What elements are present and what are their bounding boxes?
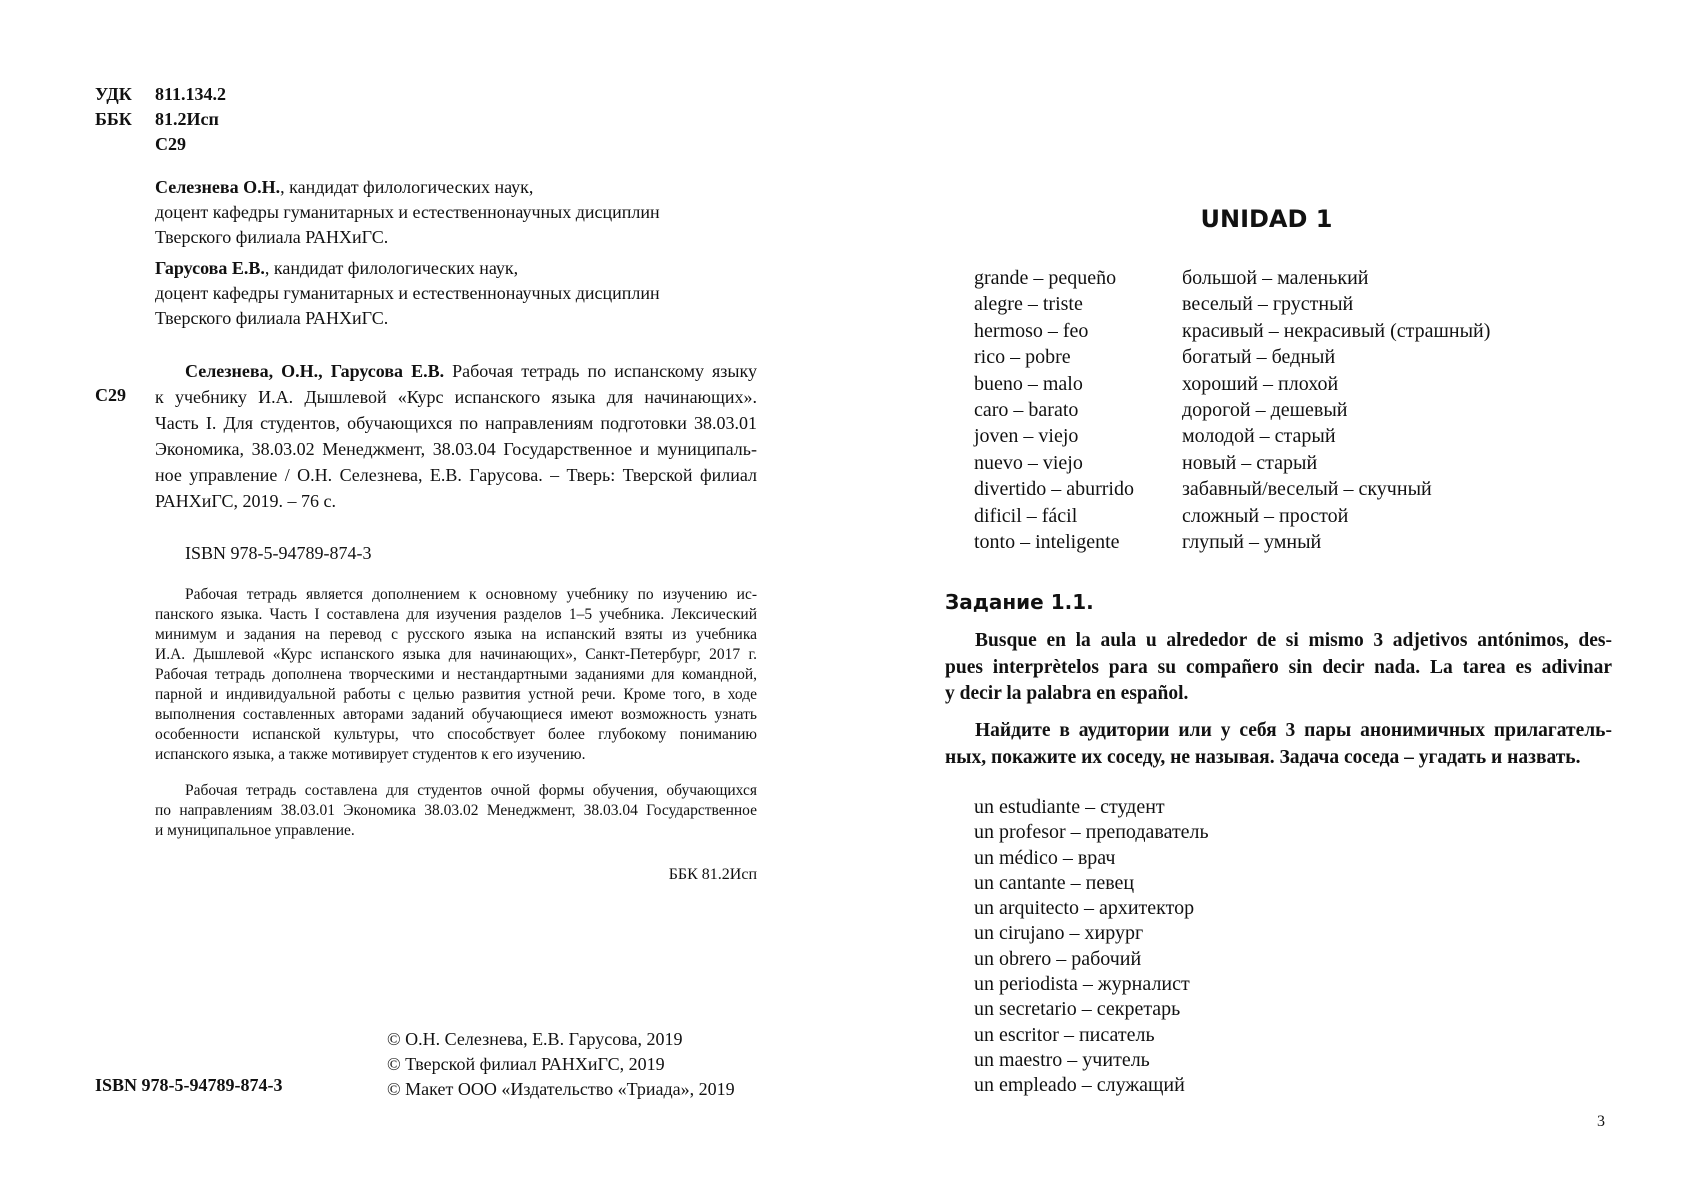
reviewer-2 [155,256,755,331]
annotation-line: панского языка. Часть I составлена для изучения разделов 1–5 учебника. Лексический [155,606,757,623]
bib-line: Часть I. Для студентов, обучающихся по направлениям подготовки 38.03.01 [155,413,757,433]
vocab-russian: молодой – старый [1182,425,1336,448]
annotation-line: по направлениям 38.03.01 Экономика 38.03.02 Менеджмент, 38.03.04 Государственное [155,802,757,819]
task-title: Задание 1.1. [945,590,1094,614]
bibliographic-record [155,358,757,514]
bbk-value: 81.2Исп [155,109,219,129]
annotation-paragraph-1 [155,585,757,765]
copyright-line: © Тверской филиал РАНХиГС, 2019 [387,1054,665,1074]
vocab-spanish: nuevo – viejo [974,451,1083,474]
vocab-russian: глупый – умный [1182,531,1322,554]
vocab-row [974,344,1490,370]
vocab-russian: новый – старый [1182,451,1318,474]
task-instruction-spanish [945,628,1612,708]
vocab-spanish: dificil – fácil [974,504,1078,527]
udk-value: 811.134.2 [155,84,227,104]
annotation-line: особенности испанской культуры, что способствует более глубокому пониманию [155,726,757,743]
udk-row [95,82,226,107]
reviewer-position: доцент кафедры гуманитарных и естественнонаучных дисциплин [155,283,660,303]
vocab-russian: красивый – некрасивый (страшный) [1182,319,1491,342]
vocab-row [974,318,1490,344]
task-line: ных, покажите их соседу, не называя. Задача соседа – угадать и назвать. [945,746,1581,768]
vocab-spanish: grande – pequeño [974,267,1117,289]
vocab-russian: большой – маленький [1182,267,1369,289]
reviewers [155,175,755,337]
noun-item: un arquitecto – архитектор [974,897,1195,920]
noun-item: un periodista – журналист [974,973,1190,996]
noun-item: un estudiante – студент [974,796,1165,818]
reviewer-affiliation: Тверского филиала РАНХиГС. [155,308,389,328]
isbn-record: ISBN 978-5-94789-874-3 [185,543,372,563]
author-mark-row [95,132,226,157]
reviewer-position: доцент кафедры гуманитарных и естественнонаучных дисциплин [155,202,660,222]
annotation [155,585,757,841]
right-page [844,0,1689,1199]
vocab-spanish: alegre – triste [974,293,1083,316]
noun-item: un cirujano – хирург [974,922,1144,945]
vocab-spanish: bueno – malo [974,372,1083,395]
reviewer-name: Гарусова Е.В. [155,258,265,278]
noun-item: un médico – врач [974,846,1116,869]
bib-title: Рабочая тетрадь по испанскому языку [444,361,757,381]
vocab-row [974,265,1490,291]
noun-item: un secretario – секретарь [974,998,1181,1021]
annotation-line: Рабочая тетрадь дополнена творческими и нестандартными заданиями для командной, [155,666,757,683]
author-mark-label [95,132,155,157]
task-line: y decir la palabra en español. [945,683,1189,704]
noun-item: un profesor – преподаватель [974,821,1209,844]
left-page [0,0,844,1199]
noun-item: un empleado – служащий [974,1074,1185,1097]
vocab-spanish: rico – pobre [974,346,1071,369]
reviewer-degree: , кандидат филологических наук, [280,177,534,197]
reviewer-1 [155,175,755,250]
bib-authors: Селезнева, О.Н., Гарусова Е.В. [185,361,445,381]
annotation-line: выполнения составленных авторами заданий обучающиеся имеют возможность узнать [155,706,757,723]
copyright-line: © О.Н. Селезнева, Е.В. Гарусова, 2019 [387,1029,683,1049]
vocab-row [974,423,1490,449]
vocab-russian: забавный/веселый – скучный [1182,478,1432,501]
annotation-line: минимум и задания на перевод с русского языка на испанский взяты из учебника [155,626,757,643]
annotation-line: парной и индивидуальной работы с целью развития устной речи. Кроме того, в ходе [155,686,757,703]
vocab-russian: богатый – бедный [1182,346,1336,369]
profession-vocabulary-list [974,795,1209,1099]
vocab-row [974,503,1490,529]
vocab-row [974,371,1490,397]
annotation-line: и муниципальное управление. [155,822,355,839]
vocab-russian: дорогой – дешевый [1182,399,1348,422]
isbn-footer: ISBN 978-5-94789-874-3 [95,1075,283,1095]
bbk-row [95,107,226,132]
bib-line: ное управление / О.Н. Селезнева, Е.В. Гарусова. – Тверь: Тверской филиал [155,465,757,485]
task-instruction-russian [945,718,1612,771]
classification-codes [95,82,226,157]
vocab-row [974,397,1490,423]
bbk-label: ББК [95,109,132,129]
bib-line: РАНХиГС, 2019. – 76 с. [155,491,337,511]
vocab-row [974,476,1490,502]
annotation-line: Рабочая тетрадь составлена для студентов очной формы обучения, обучающихся [185,782,757,799]
unit-heading: UNIDAD 1 [1200,205,1333,233]
udk-label: УДК [95,84,132,104]
bib-line: Экономика, 38.03.02 Менеджмент, 38.03.04 Государственное и муниципаль- [155,439,757,459]
annotation-line: И.А. Дышлевой «Курс испанского языка для начинающих», Санкт-Петербург, 2017 г. [155,646,757,663]
noun-item: un maestro – учитель [974,1048,1150,1071]
noun-item: un escritor – писатель [974,1023,1155,1046]
reviewer-affiliation: Тверского филиала РАНХиГС. [155,227,389,247]
vocab-spanish: joven – viejo [974,425,1079,448]
annotation-line: Рабочая тетрадь является дополнением к основному учебнику по изучению ис- [185,586,757,603]
margin-code: С29 [95,385,126,405]
vocab-russian: хороший – плохой [1182,372,1339,395]
reviewer-name: Селезнева О.Н. [155,177,281,197]
vocab-row [974,450,1490,476]
bbk-index: ББК 81.2Исп [668,866,757,883]
copyright-line: © Макет ООО «Издательство «Триада», 2019 [387,1079,735,1099]
vocab-russian: веселый – грустный [1182,293,1354,316]
vocab-russian: сложный – простой [1182,504,1349,527]
vocab-spanish: tonto – inteligente [974,531,1120,554]
task-line: pues interprètelos para su compañero sin decir nada. La tarea es adivinar [945,656,1612,678]
page-number: 3 [1597,1113,1605,1130]
vocab-spanish: hermoso – feo [974,319,1089,342]
vocab-row [974,529,1490,555]
vocab-row [974,291,1490,317]
noun-item: un obrero – рабочий [974,947,1142,970]
annotation-line: испанского языка, а также мотивирует студентов к его изучению. [155,746,586,763]
copyright-block [387,1027,735,1102]
task-line: Busque en la aula u alrededor de si mismo 3 adjetivos antónimos, des- [975,630,1612,651]
author-mark-value: С29 [155,134,186,154]
annotation-paragraph-2 [155,781,757,841]
noun-item: un cantante – певец [974,871,1135,894]
adjective-vocabulary-list [974,265,1490,555]
bib-line: к учебнику И.А. Дышлевой «Курс испанского языка для начинающих». [155,387,757,407]
task-line: Найдите в аудитории или у себя 3 пары анонимичных прилагатель- [975,720,1612,741]
vocab-spanish: divertido – aburrido [974,478,1134,501]
vocab-spanish: caro – barato [974,399,1079,422]
reviewer-degree: , кандидат филологических наук, [264,258,519,278]
